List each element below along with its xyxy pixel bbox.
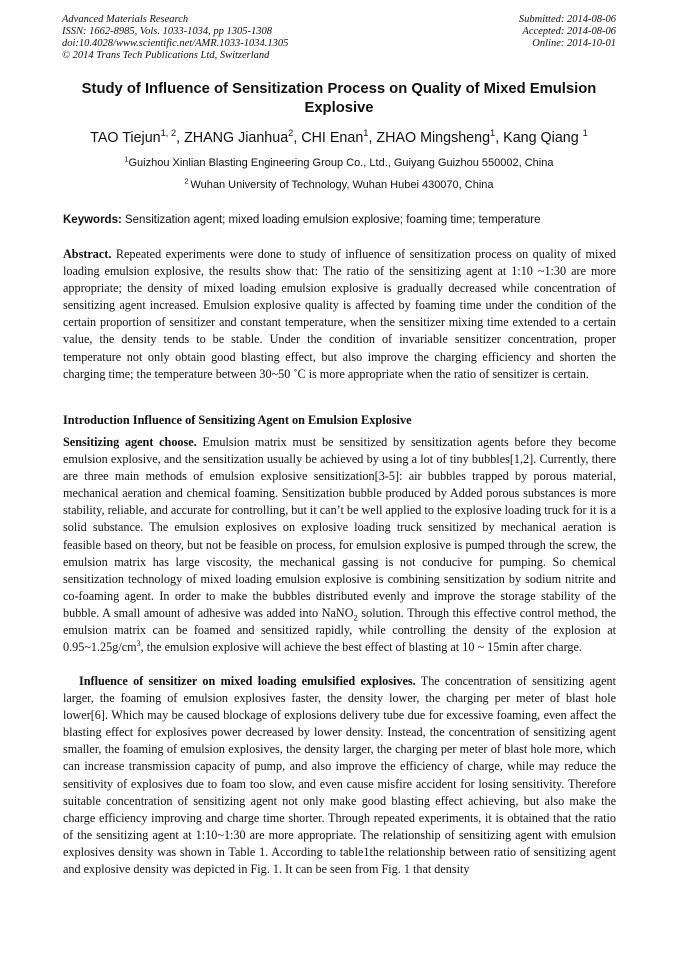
paragraph-sensitizer-influence: Influence of sensitizer on mixed loading emulsified explosives. The concentration of sensitizing agent larger, the foaming of emulsion explosives faster, the density lower, the charging per meter of blast hole lower[6]. Which may be caused blockage of explosions delivery tube due for excessive foaming, even affect the blasting effect for explosives power decreased by lower density. Instead, the concentration of sensitizing agent smaller, the foaming of emulsion explosives, the density larger, the charging per meter of blast hole more, which can increase transmission capacity of pump, and also improve the efficiency of charge, while may reduce the sensitivity of explosives due to foam too slow, and even cause misfire accident for losing sensitivity. Therefore suitable concentration of sensitizing agent not only make good blasting effect achieving, but also make the charge efficiency improving and charge time shorter. Through repeated experiments, it is obtained that the ratio of the sensitizing agent at 1:10~1:30 are more appropriate. The relationship of sensitizing agent with emulsion explosives density was shown in Table 1. According to table1the relationship between ratio of sensitizing agent and explosive density was depicted in Fig. 1. It can be seen from Fig. 1 that density	[63, 674, 616, 877]
abstract	[63, 246, 616, 383]
keywords	[63, 213, 616, 227]
journal-name: Advanced Materials Research	[62, 14, 189, 25]
author: ZHAO Mingsheng$^1$,	[376, 128, 504, 146]
copyright-line: © 2014 Trans Tech Publications Ltd, Switzerland	[62, 50, 270, 61]
paragraph-sensitizing-agent: Sensitizing agent choose. Emulsion matrix must be sensitized by sensitization agents before they become emulsion explosive, and the sensitization usually be achieved by using a lot of tiny bubbles[1,2]. Currently, there are three main methods of emulsion explosive sensitization[3-5]: air bubbles trapped by porous material, mechanical aeration and chemical foaming. Sensitization bubble produced by Added porous substances is more stability, reliable, and accurate for controlling, but it can’t be well applied to the explosive loading truck for it is a solid substance. The emulsion explosives on explosive loading truck sensitized by mechanical aeration is feasible based on theory, but not be feasible on process, for emulsion explosive is pumped through the screw, the emulsion matrix has large viscosity, the mechanical gassing is not conducive for pumping. So chemical sensitization technology of mixed loading emulsion explosive is combining sensitization by sodium nitrite and co-foaming agent. In order to make the bubbles distributed evenly and improve the storage stability of the bubble. A small amount of adhesive was added into NaNO$_2$ solution. Through this effective control method, the emulsion matrix can be foamed and sensitized rapidly, while controlling the density of the explosion at $0.95\sim 1.25g/cm^3$, the emulsion explosive will achieve the best effect of blasting at 10 ~ 15min after charge.	[63, 435, 617, 655]
accepted-date: Accepted: 2014-08-06	[522, 26, 616, 37]
author: CHI Enan$^1$,	[301, 128, 377, 146]
issn-line: ISSN: 1662-8985, Vols. 1033-1034, pp 1305-1308	[62, 26, 272, 37]
abstract-label: Abstract.	[63, 247, 112, 261]
keywords-text: Sensitization agent; mixed loading emulsion explosive; foaming time; temperature	[121, 214, 541, 226]
paragraph-lead-heading: Sensitizing agent choose.	[63, 435, 197, 449]
abstract-text: Repeated experiments were done to study of influence of sensitization process on quality of mixed loading emulsion explosive, the results show that: The ratio of the sensitizing agent at 1:10 ~1:30 are more appropriate; the density of mixed loading emulsion explosive is gradually decreased while concentration of sensitizing agent increased. Emulsion explosive quality is affected by foaming time under the condition of the certain proportion of sensitizer and constant temperature, when the sensitizer mixing time extended to a certain value, the density tends to be stable. Under the condition of invariable sensitizer concentration, proper temperature not only obtain good blasting effect, but also improve the charging efficiency and shorten the charging time; the temperature between 30~50 ˚C is more appropriate when the ratio of sensitizer is certain.	[63, 247, 616, 381]
affiliation-1: $^1$Guizhou Xinlian Blasting Engineering Group Co., Ltd., Guiyang Guizhou 550002, China	[124, 155, 554, 169]
paper-title	[60, 80, 618, 118]
journal-metadata	[62, 14, 288, 62]
submitted-date: Submitted: 2014-08-06	[518, 14, 616, 25]
publication-dates	[519, 14, 616, 50]
keywords-label: Keywords:	[63, 214, 122, 226]
affiliation-2: $^2$ Wuhan University of Technology, Wuhan Hubei 430070, China	[184, 177, 494, 191]
paragraph-lead-heading: Influence of sensitizer on mixed loading emulsified explosives.	[79, 674, 416, 688]
author: Kang Qiang $^1$	[503, 128, 588, 146]
author-list	[20, 129, 658, 147]
online-date: Online: 2014-10-01	[532, 38, 616, 49]
author: ZHANG Jianhua$^2$,	[184, 128, 302, 146]
doi-link[interactable]: doi:10.4028/www.scientific.net/AMR.1033-1034.1305	[62, 38, 289, 49]
paper-title-line-2: Explosive	[304, 100, 374, 116]
paper-title-line-1: Study of Influence of Sensitization Process on Quality of Mixed Emulsion	[81, 81, 597, 97]
author: TAO Tiejun$^{1, 2}$,	[90, 128, 185, 146]
section-heading: Introduction Influence of Sensitizing Agent on Emulsion Explosive	[63, 413, 412, 427]
